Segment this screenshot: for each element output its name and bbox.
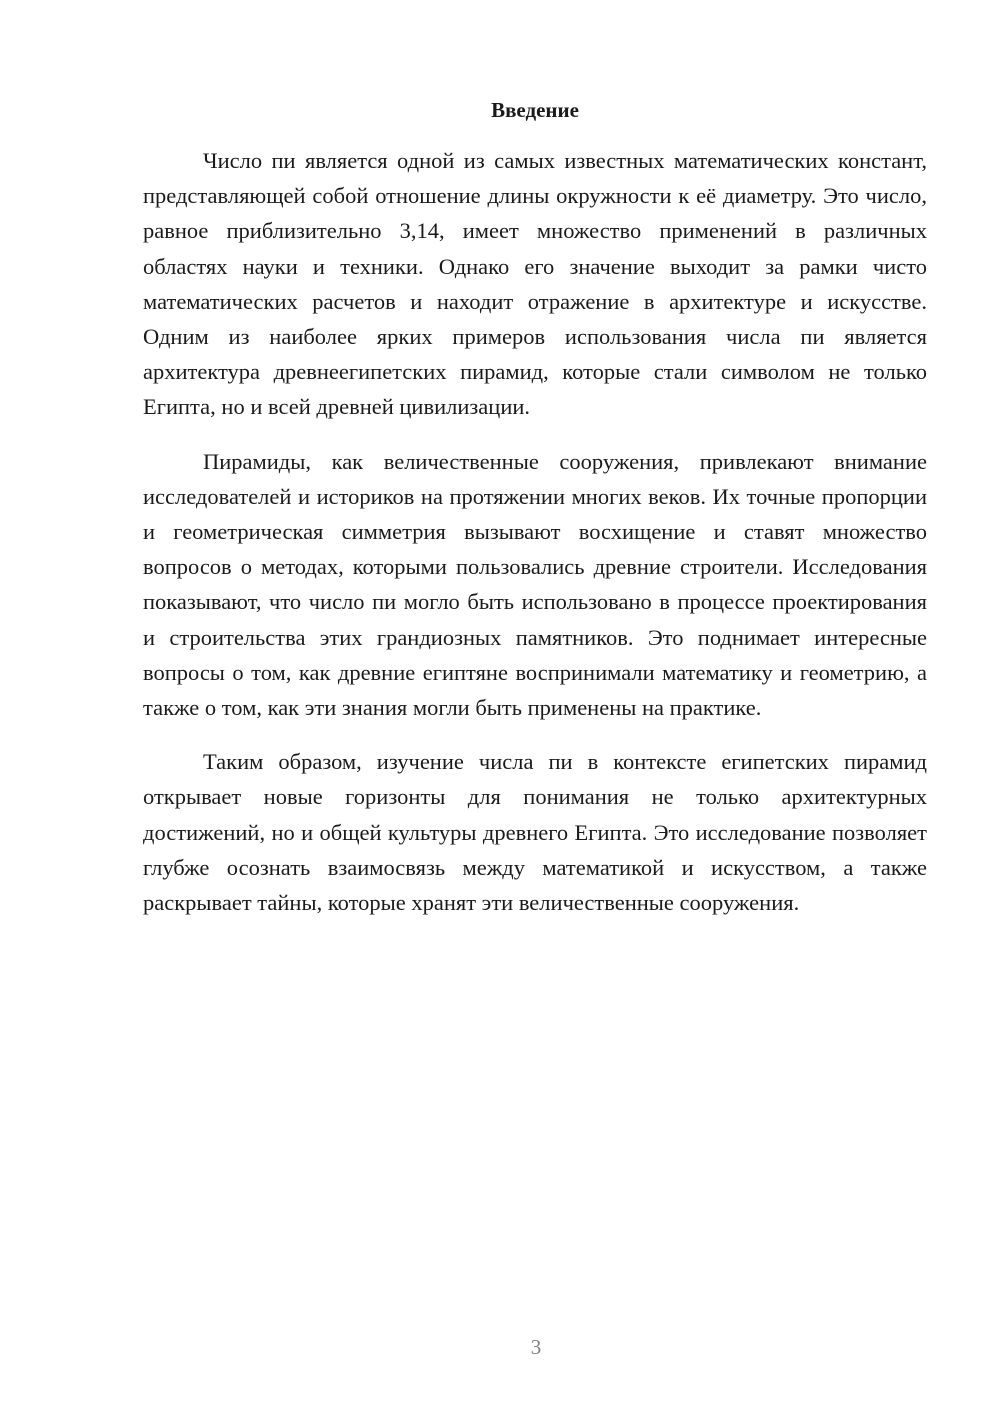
paragraph-1: Число пи является одной из самых известных математических констант, представляющей собой отношение длины окружности к её диаметру. Это число, равное приблизительно 3,14, имеет множество применений в различных областях науки и техники. Однако его значение выходит за рамки чисто математических расчетов и находит отражение в архитектуре и искусстве. Одним из наиболее ярких примеров использования числа пи является архитектура древнеегипетских пирамид, которые стали символом не только Египта, но и всей древней цивилизации.	[143, 148, 927, 420]
paragraph-3: Таким образом, изучение числа пи в контексте египетских пирамид открывает новые горизонты для понимания не только архитектурных достижений, но и общей культуры древнего Египта. Это исследование позволяет глубже осознать взаимосвязь между математикой и искусством, а также раскрывает тайны, которые хранят эти величественные сооружения.	[143, 749, 927, 916]
page-content	[143, 92, 927, 939]
paragraph-2: Пирамиды, как величественные сооружения, привлекают внимание исследователей и историков на протяжении многих веков. Их точные пропорции и геометрическая симметрия вызывают восхищение и ставят множество вопросов о методах, которыми пользовались древние строители. Исследования показывают, что число пи могло быть использовано в процессе проектирования и строительства этих грандиозных памятников. Это поднимает интересные вопросы о том, как древние египтяне воспринимали математику и геометрию, а также о том, как эти знания могли быть применены на практике.	[143, 448, 927, 721]
section-heading: Введение	[491, 98, 579, 122]
page-number: 3	[530, 1335, 542, 1359]
